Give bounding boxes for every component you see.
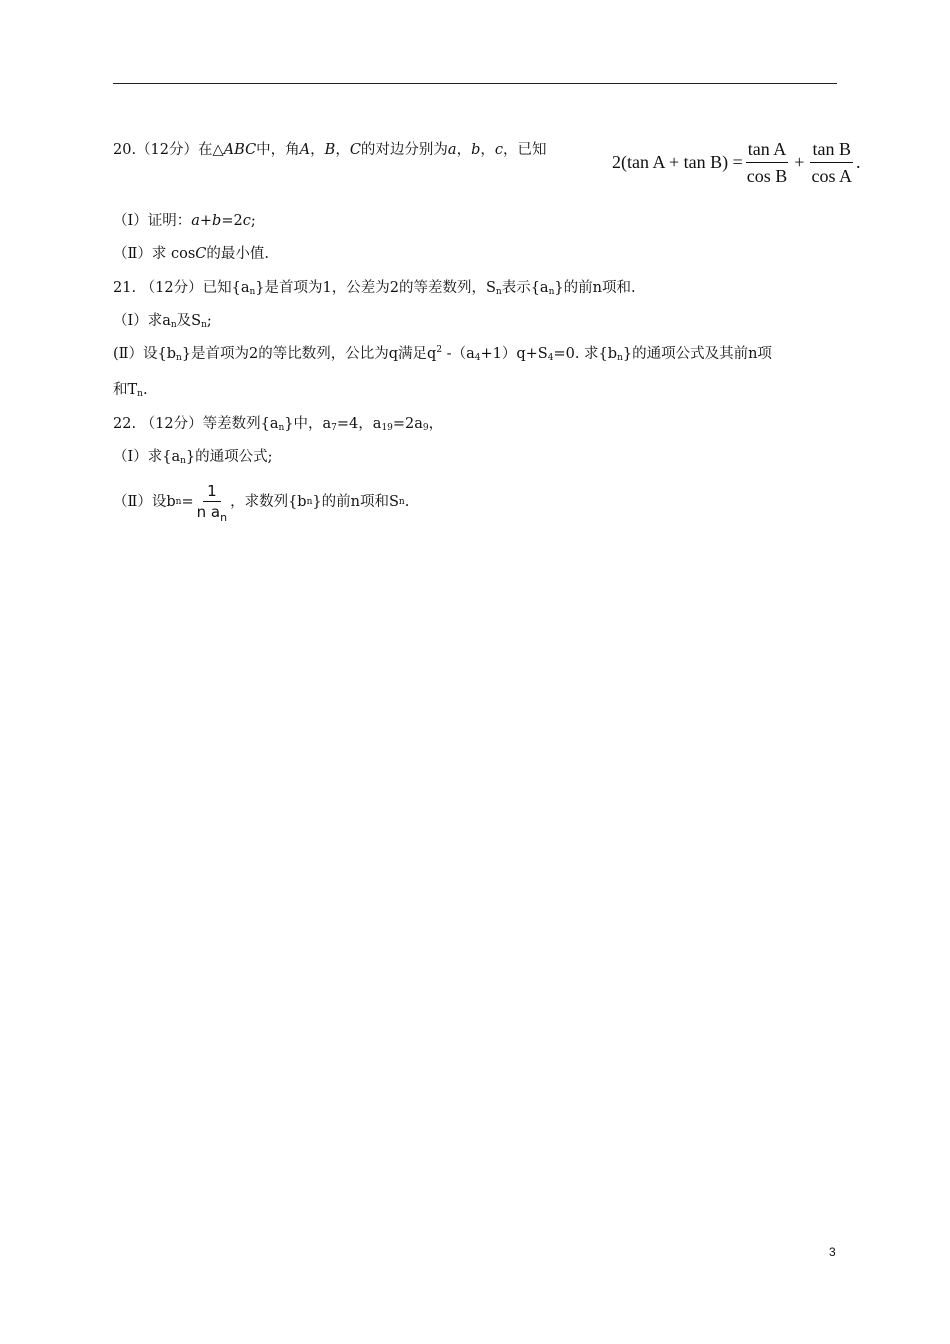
header-rule	[113, 83, 837, 84]
q22-fraction: $\frac{1}{n a_n}$	[196, 482, 228, 524]
q21-stem: 21. （12分）已知$\{a_n\}$是首项为1，公差为2的等差数列，$S_n$表示$\{a_n\}$的前n项和.	[113, 280, 636, 297]
formula-lhs: 2(tan A + tan B) =	[612, 151, 743, 172]
formula-fraction-2: $\frac{\text{tan B}}{\text{cos A}}$	[811, 138, 852, 186]
q20-formula: 2(tan A + tan B) = $\frac{\text{tan A}}{\text{cos B}}$ + $\frac{\text{tan B}}{\text{cos A}}$ .	[612, 138, 861, 186]
q21-part2: (Ⅱ）设$\{b_n\}$是首项为2的等比数列，公比为q满足$q^2$ $-(a_4+1)q+S_4=0$. 求$\{b_n\}$的通项公式及其前n项	[113, 345, 772, 363]
q20-part2: （Ⅱ）求 cosC的最小值.	[113, 246, 269, 262]
q22-part2: （Ⅱ）设b n = $\frac{1}{n a_n}$ ，求数列{b n }的前n项和S n .	[113, 482, 410, 524]
q22-part1: （Ⅰ）求$\{a_n\}$的通项公式;	[113, 449, 273, 466]
page-number: 3	[829, 1245, 836, 1259]
q22-stem: 22. （12分）等差数列$\{a_n\}$中，$a_7=4$，$a_{19}=2a_9$，	[113, 416, 444, 433]
q21-part2-continued: 和$T_n$.	[113, 382, 148, 399]
formula-fraction-1: $\frac{\text{tan A}}{\text{cos B}}$	[746, 138, 788, 186]
q21-part1: （Ⅰ）求$a_n$及$S_n$;	[113, 313, 212, 330]
q20-part1: （Ⅰ）证明：a+b=2c;	[113, 213, 256, 229]
q20-stem: 20.（12分）在△ABC中，角A，B，C的对边分别为a，b，c，已知	[113, 142, 547, 158]
